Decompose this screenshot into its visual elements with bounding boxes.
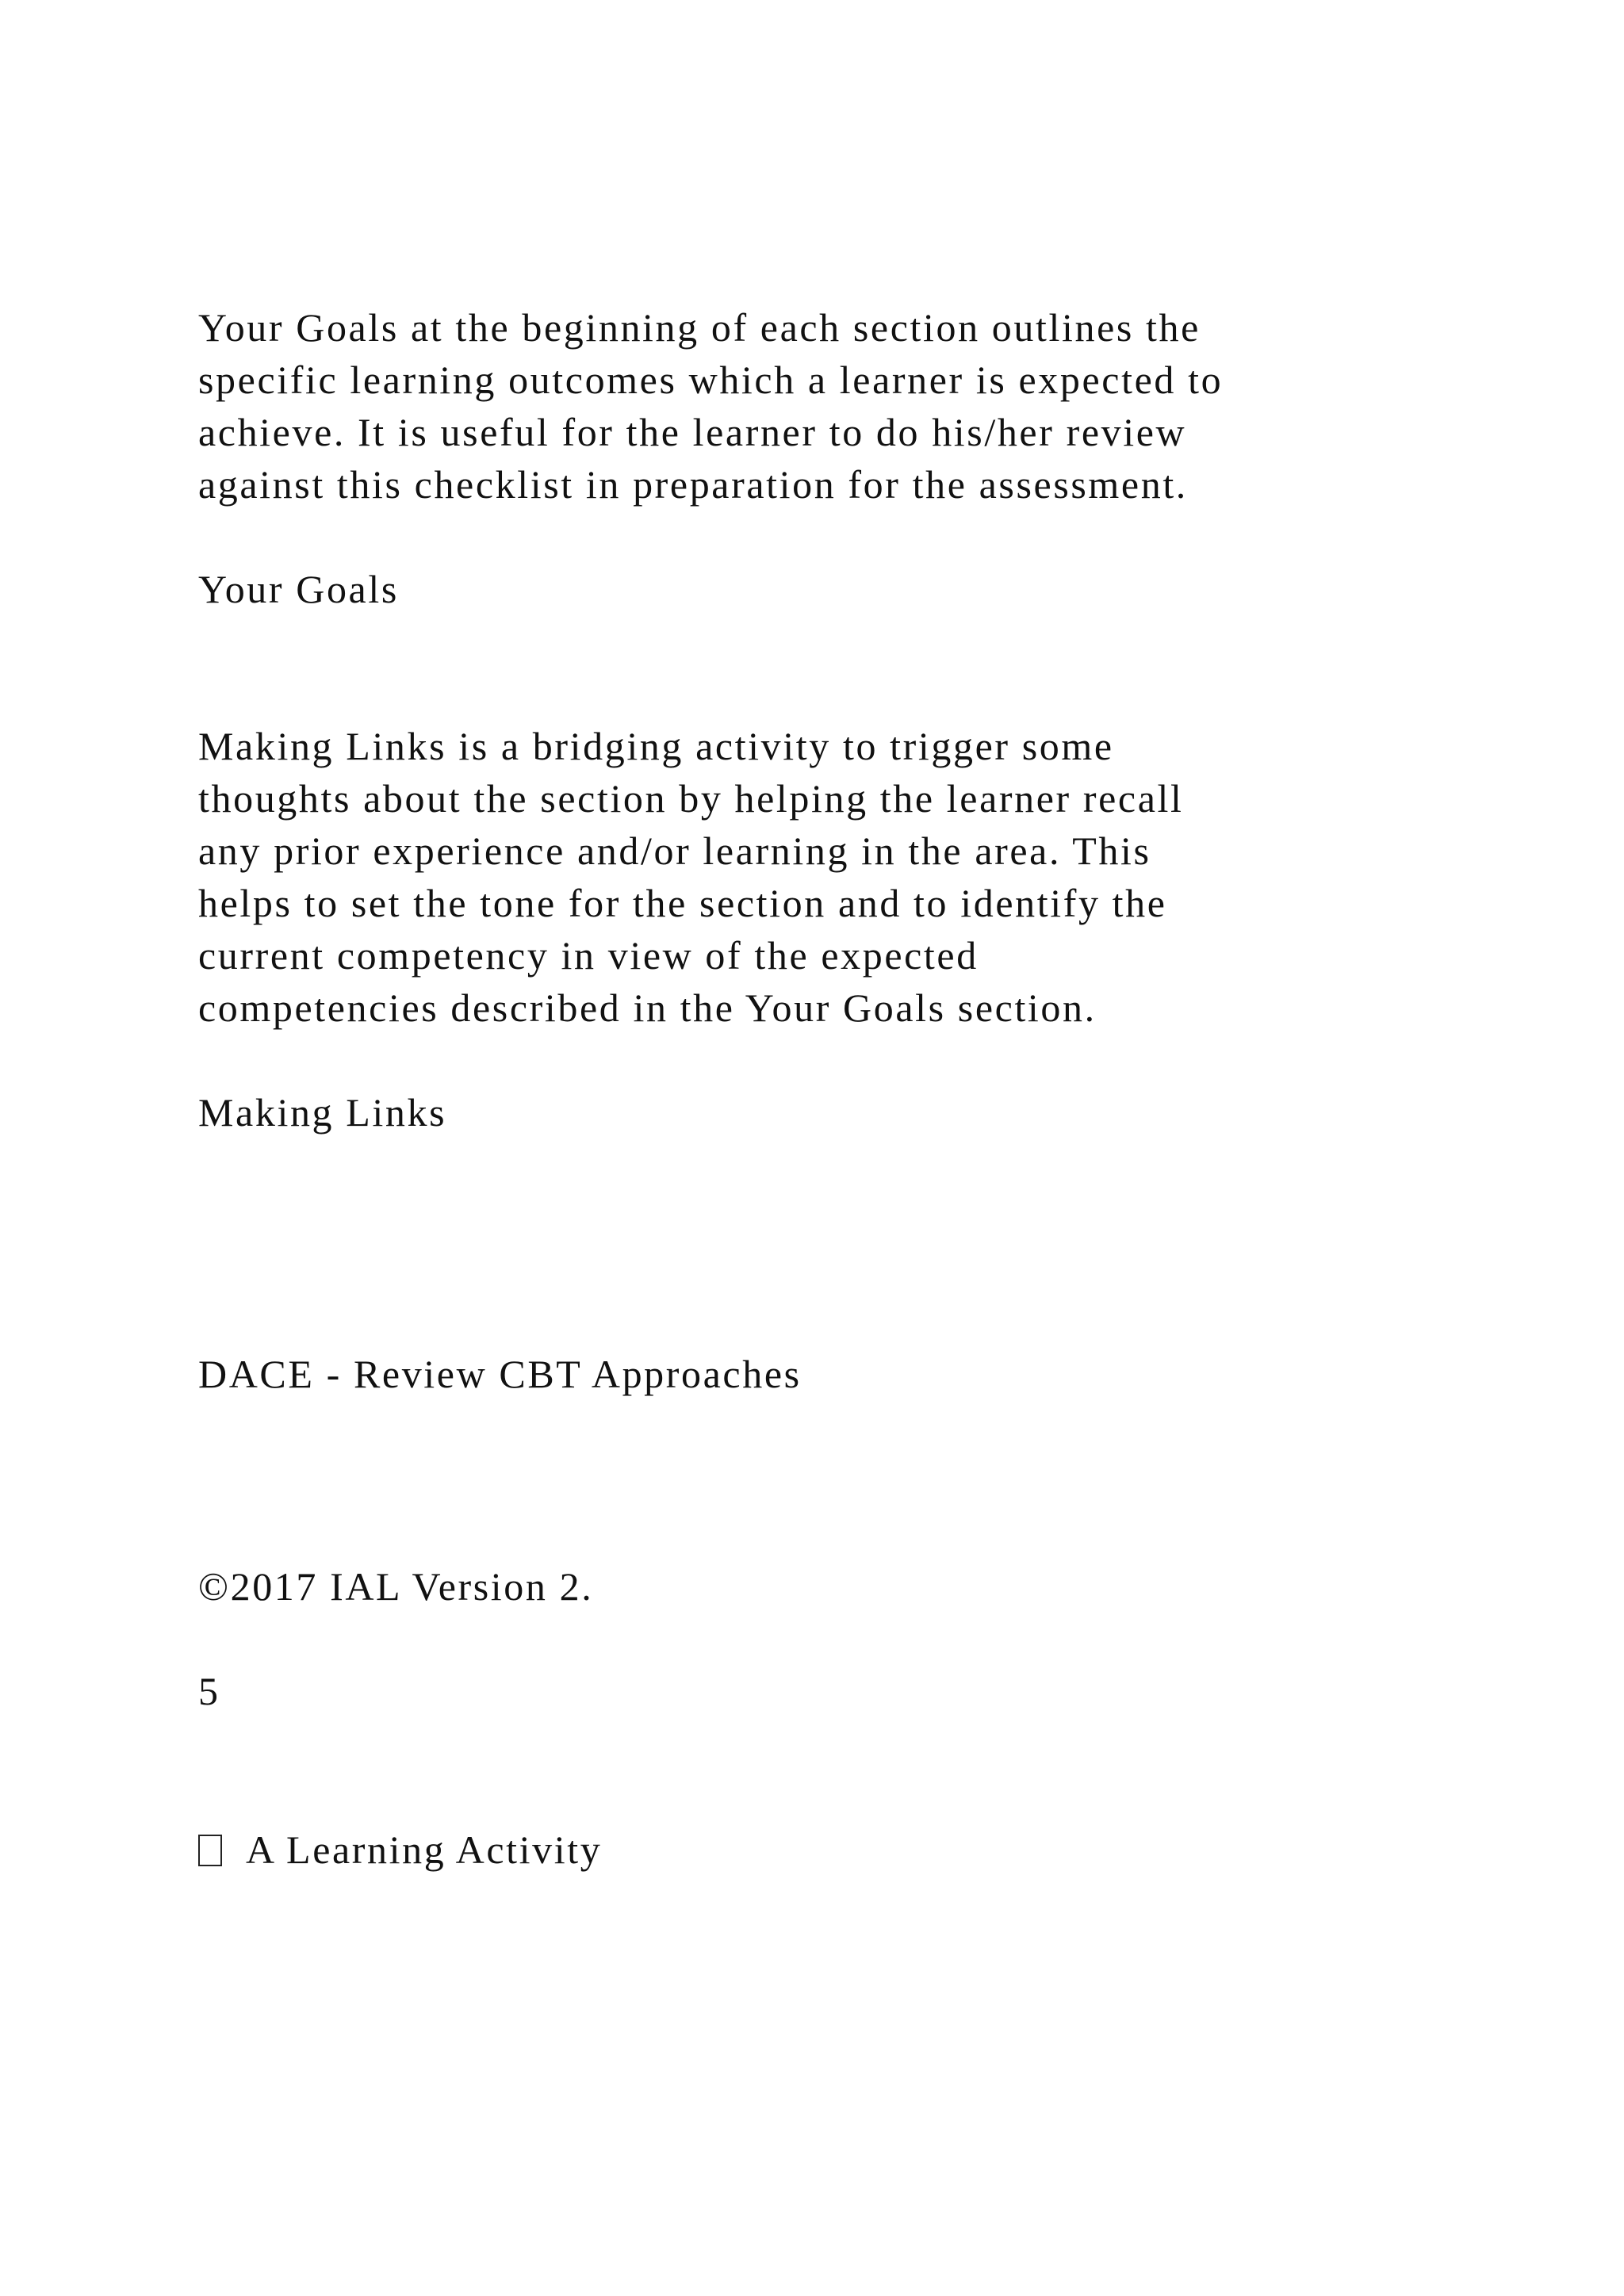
intro-line-4: against this checklist in preparation for the assessment. bbox=[198, 462, 1188, 507]
making-links-line-4: helps to set the tone for the section and to identify the bbox=[198, 881, 1167, 925]
footer-title: DACE - Review CBT Approaches bbox=[198, 1352, 802, 1396]
intro-line-3: achieve. It is useful for the learner to do his/her review bbox=[198, 410, 1187, 454]
intro-paragraph bbox=[198, 301, 1223, 511]
intro-line-2: specific learning outcomes which a learner is expected to bbox=[198, 358, 1224, 402]
intro-line-1: Your Goals at the beginning of each section outlines the bbox=[198, 305, 1201, 350]
making-links-line-5: current competency in view of the expected bbox=[198, 933, 979, 978]
making-links-line-6: competencies described in the Your Goals section. bbox=[198, 985, 1097, 1030]
making-links-line-1: Making Links is a bridging activity to trigger some bbox=[198, 724, 1114, 768]
your-goals-label: Your Goals bbox=[198, 567, 399, 611]
making-links-label: Making Links bbox=[198, 1090, 447, 1135]
making-links-paragraph bbox=[198, 720, 1183, 1034]
making-links-line-2: thoughts about the section by helping the learner recall bbox=[198, 776, 1184, 821]
box-glyph-icon bbox=[198, 1835, 222, 1866]
page-number: 5 bbox=[198, 1669, 220, 1713]
learning-activity-label: A Learning Activity bbox=[246, 1827, 603, 1872]
learning-activity-line bbox=[198, 1823, 602, 1876]
making-links-line-3: any prior experience and/or learning in the area. This bbox=[198, 828, 1151, 873]
copyright-text: ©2017 IAL Version 2. bbox=[198, 1564, 594, 1609]
